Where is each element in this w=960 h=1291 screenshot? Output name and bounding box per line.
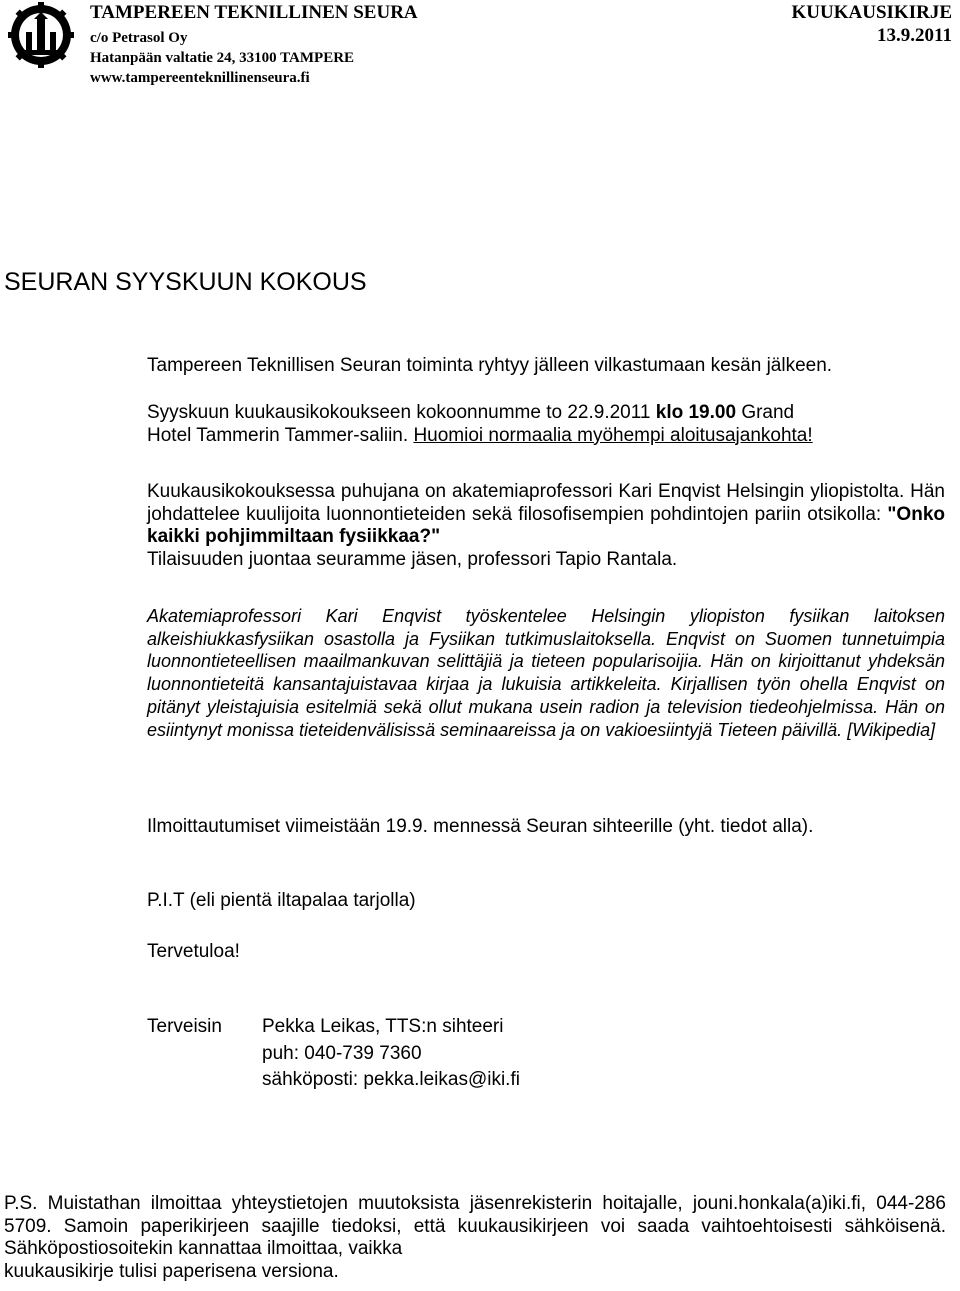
speaker-bio	[147, 605, 945, 741]
meeting-place: Grand	[741, 402, 795, 423]
speaker-text: Kuukausikokouksessa puhujana on akatemiaprofessori Kari Enqvist Helsingin yliopistolta. Hän johdattelee kuulijoita luonnontieteiden sekä filosofisempien pohdintojen pariin otsikolla:	[147, 481, 945, 525]
bio-source: [Wikipedia]	[847, 719, 936, 740]
document-type: KUUKAUSIKIRJE	[791, 2, 952, 23]
org-name: TAMPEREEN TEKNILLINEN SEURA	[90, 2, 418, 23]
meeting-paragraph	[147, 402, 945, 447]
meeting-place-rest: Hotel Tammerin Tammer-saliin.	[147, 424, 409, 446]
welcome-text: Tervetuloa!	[147, 941, 240, 962]
org-website-link[interactable]: www.tampereenteknillinenseura.fi	[90, 70, 310, 86]
signature-email[interactable]: sähköposti: pekka.leikas@iki.fi	[262, 1069, 520, 1090]
org-care-of: c/o Petrasol Oy	[90, 30, 188, 46]
postscript	[4, 1193, 946, 1283]
food-note: P.I.T (eli pientä iltapalaa tarjolla)	[147, 890, 416, 911]
meeting-time: klo 19.00	[655, 402, 737, 423]
postscript-last-line: kuukausikirje tulisi paperisena versiona.	[4, 1260, 339, 1282]
org-address: Hatanpään valtatie 24, 33100 TAMPERE	[90, 50, 355, 66]
signature-phone: puh: 040-739 7360	[262, 1043, 422, 1064]
meeting-date-text: Syyskuun kuukausikokoukseen kokoonnumme to 22.9.2011	[147, 402, 651, 423]
gear-tower-logo-icon	[8, 2, 74, 68]
host-text: Tilaisuuden juontaa seuramme jäsen, professori Tapio Rantala.	[147, 548, 678, 570]
lecture-title: "Onko kaikki pohjimmiltaan fysiikkaa?"	[147, 503, 945, 547]
document-date: 13.9.2011	[877, 25, 952, 46]
registration-note: Ilmoittautumiset viimeistään 19.9. mennessä Seuran sihteerille (yht. tiedot alla).	[147, 816, 814, 837]
signature-greeting: Terveisin	[147, 1016, 222, 1037]
page-title: SEURAN SYYSKUUN KOKOUS	[4, 268, 367, 296]
intro-paragraph: Tampereen Teknillisen Seuran toiminta ryhtyy jälleen vilkastumaan kesän jälkeen.	[147, 355, 833, 376]
meeting-time-note: Huomioi normaalia myöhempi aloitusajankohta!	[413, 424, 813, 446]
signature-name: Pekka Leikas, TTS:n sihteeri	[262, 1016, 504, 1037]
postscript-text: P.S. Muistathan ilmoittaa yhteystietojen muutoksista jäsenrekisterin hoitajalle, jouni.honkala(a)iki.fi, 044-286 5709. Samoin paperikirjeen saajille tiedoksi, että kuukausikirjeen voi saada vaihtoehtoisesti sähköisenä. Sähköpostiosoitekin kannattaa ilmoittaa, vaikka	[4, 1193, 946, 1259]
bio-text: Akatemiaprofessori Kari Enqvist työskentelee Helsingin yliopiston fysiikan laitoksen alkeishiukkasfysiikan osastolla ja Fysiikan tutkimuslaitoksella. Enqvist on Suomen tunnetuimpia luonnontieteellisen maailmankuvan selittäjiä ja tieteen popularisoijia. Hän on kirjoittanut yhdeksän luonnontieteitä kansantajuistavaa kirjaa ja lukuisia artikkeleita. Kirjallisen työn ohella Enqvist on pitänyt yleistajuisia esitelmiä sekä ollut mukana usein radion ja television tiedeohjelmissa. Hän on esiintynyt monissa tieteidenvälisissä seminaareissa ja on vakioesiintyjä Tieteen päivillä.	[147, 606, 945, 740]
speaker-paragraph	[147, 481, 945, 571]
